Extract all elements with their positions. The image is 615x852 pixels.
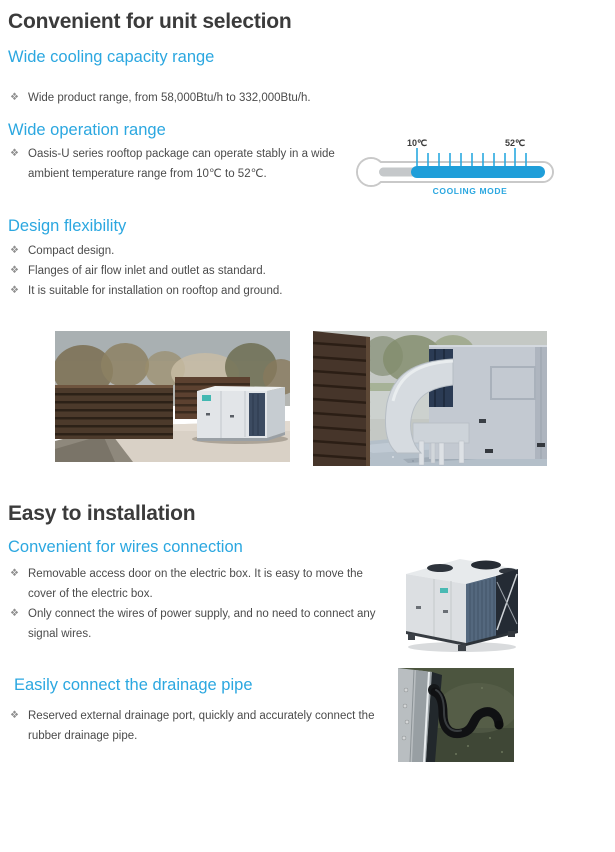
bullet-item (10, 144, 345, 184)
thermometer-caption: COOLING MODE (432, 186, 508, 196)
cooling-capacity-bullets (10, 88, 370, 108)
section-title-unit-selection: Convenient for unit selection (8, 10, 292, 33)
bullet-text: Compact design. (28, 245, 115, 257)
diamond-bullet-icon: ❖ (10, 245, 19, 256)
subheading-cooling-capacity: Wide cooling capacity range (8, 48, 215, 66)
bullet-text: Reserved external drainage port, quickly and accurately connect the rubber drainage pipe. (28, 710, 375, 742)
photo-packaged-unit (396, 550, 526, 655)
bullet-text: Removable access door on the electric box. It is easy to move the cover of the electric box. (28, 568, 363, 600)
photo-rooftop-unit-on-roof (55, 331, 290, 462)
diamond-bullet-icon: ❖ (10, 265, 19, 276)
bullet-text: Only connect the wires of power supply, and no need to connect any signal wires. (28, 608, 376, 640)
bullet-item (10, 706, 382, 746)
diamond-bullet-icon: ❖ (10, 710, 19, 721)
bullet-item (10, 604, 378, 644)
bullet-item (10, 241, 370, 261)
bullet-text: Flanges of air flow inlet and outlet as standard. (28, 265, 266, 277)
diamond-bullet-icon: ❖ (10, 608, 19, 619)
bullet-text: Wide product range, from 58,000Btu/h to 332,000Btu/h. (28, 92, 311, 104)
unit-edge-panel (398, 668, 442, 762)
drainage-pipe-bullets (10, 706, 382, 746)
diamond-bullet-icon: ❖ (10, 92, 19, 103)
wood-wall (313, 331, 370, 466)
design-flexibility-bullets (10, 241, 370, 301)
subheading-operation-range: Wide operation range (8, 121, 166, 139)
subheading-design-flexibility: Design flexibility (8, 217, 127, 235)
diamond-bullet-icon: ❖ (10, 568, 19, 579)
bullet-text: Oasis-U series rooftop package can operate stably in a wide ambient temperature range from 10℃ to 52℃. (28, 148, 335, 180)
thermometer-min-label: 10℃ (406, 138, 428, 148)
section-title-easy-installation: Easy to installation (8, 502, 196, 525)
bullet-text: It is suitable for installation on rooftop and ground. (28, 285, 283, 297)
subheading-wires-connection: Convenient for wires connection (8, 538, 243, 556)
diamond-bullet-icon: ❖ (10, 285, 19, 296)
thermometer-blue-bar (411, 166, 545, 178)
bullet-item (10, 564, 378, 604)
bullet-item (10, 281, 370, 301)
bullet-item (10, 261, 370, 281)
fence-left (55, 385, 173, 439)
wires-connection-bullets (10, 564, 378, 644)
photo-rooftop-unit-with-duct (313, 331, 547, 466)
rooftop-unit (192, 386, 288, 444)
bullet-item (10, 88, 370, 108)
diamond-bullet-icon: ❖ (10, 148, 19, 159)
operation-range-thermometer (355, 138, 555, 200)
photo-drainage-pipe (398, 668, 514, 762)
unit-product (406, 559, 518, 651)
operation-range-bullets (10, 144, 345, 184)
subheading-drainage-pipe: Easily connect the drainage pipe (14, 676, 253, 694)
thermometer-max-label: 52℃ (504, 138, 526, 148)
